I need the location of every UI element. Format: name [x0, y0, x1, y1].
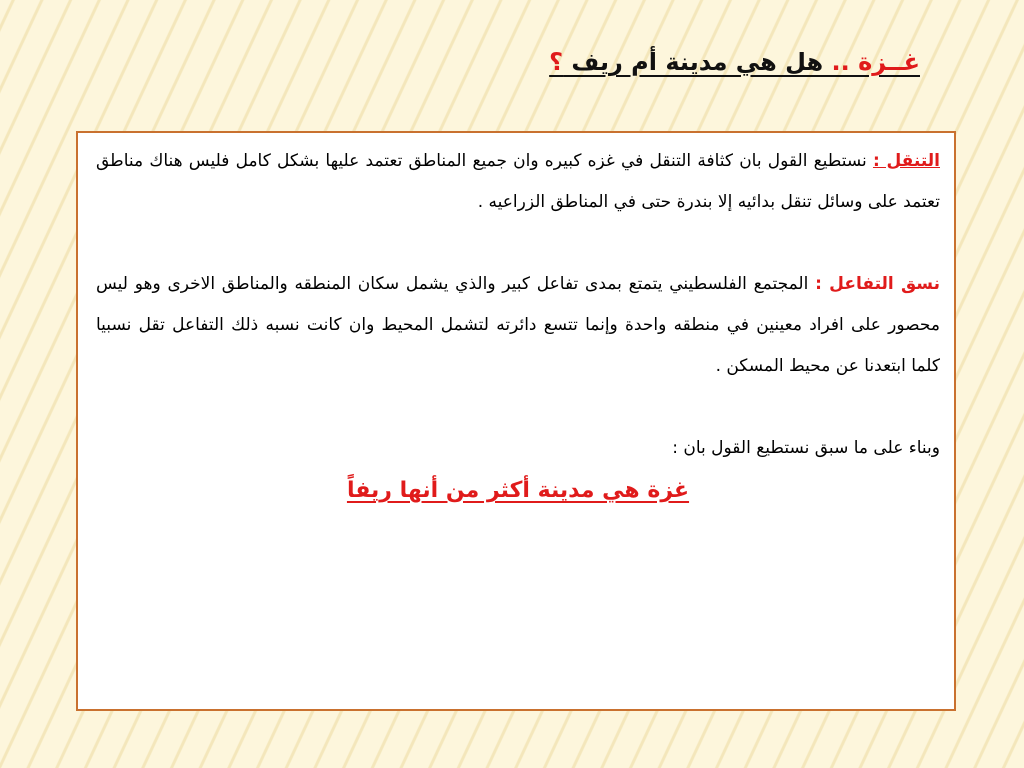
paragraph-label-interaction: نسق التفاعل : — [815, 274, 940, 294]
paragraph-interaction — [96, 264, 940, 387]
paragraph-gap — [96, 223, 940, 264]
paragraph-label-mobility: التنقل : — [872, 151, 940, 171]
title-gaza: غــزة .. — [831, 48, 920, 76]
content-box — [76, 131, 956, 711]
title-question: هل هي مدينة أم ريف — [563, 48, 832, 76]
paragraph-text-interaction: المجتمع الفلسطيني يتمتع بمدى تفاعل كبير والذي يشمل سكان المنطقه والمناطق الاخرى وهو ليس محصور على افراد معينين في منطقه واحدة وإنما تتسع دائرته لتشمل المحيط وان كانت نسبه ذلك التفاعل تقل نسبيا كلما ابتعدنا عن محيط المسكن . — [96, 274, 940, 376]
paragraph-intro-conclusion: وبناء على ما سبق نستطيع القول بان : — [672, 438, 940, 458]
slide-title — [300, 38, 920, 86]
title-question-mark: ؟ — [549, 48, 564, 76]
conclusion-text: غزة هي مدينة أكثر من أنها ريفاً — [346, 478, 690, 503]
paragraph-mobility — [96, 141, 940, 223]
paragraph-text-mobility: نستطيع القول بان كثافة التنقل في غزه كبيره وان جميع المناطق تعتمد عليها بشكل كامل فليس هناك مناطق تعتمد على وسائل تنقل بدائيه إلا بندرة حتى في المناطق الزراعيه . — [96, 151, 940, 212]
paragraph-gap — [96, 387, 940, 428]
